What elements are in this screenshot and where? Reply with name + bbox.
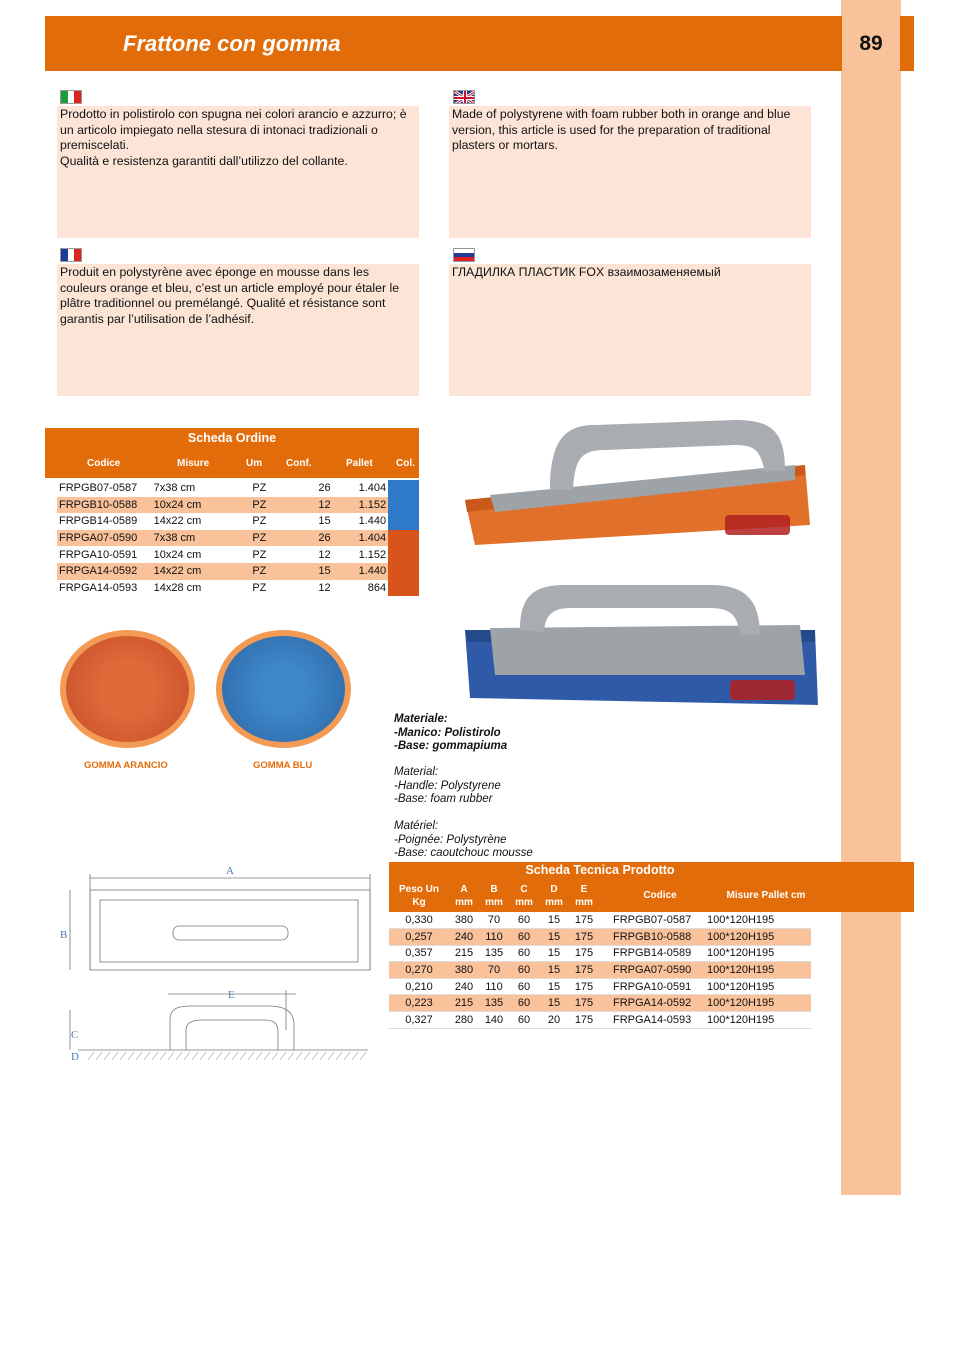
tech-cell-e: 175 xyxy=(569,945,599,962)
tech-cell-peso: 0,223 xyxy=(389,995,449,1012)
materials-fr xyxy=(394,820,533,861)
order-table xyxy=(57,480,419,596)
tech-cell-e: 175 xyxy=(569,1012,599,1029)
tech-cell-a: 240 xyxy=(449,929,479,946)
tech-cell-peso: 0,330 xyxy=(389,912,449,929)
description-it: Prodotto in polistirolo con spugna nei colori arancio e azzurro; è un articolo impiegato nella stesura di intonaci tradizionali o premiscelati. Qualità e resistenza garantiti dall’utilizzo del collante. xyxy=(57,106,419,238)
col-header-peso-label: Peso Un xyxy=(398,884,439,895)
tech-row xyxy=(389,978,811,995)
tech-cell-b: 70 xyxy=(479,912,509,929)
order-cell-size: 10x24 cm xyxy=(152,497,251,514)
tech-cell-code: FRPGB14-0589 xyxy=(599,945,693,962)
tech-cell-d: 15 xyxy=(539,978,569,995)
color-swatch-cell xyxy=(388,546,419,563)
color-swatch-cell xyxy=(388,513,419,530)
order-cell-conf: 26 xyxy=(318,482,331,495)
tech-row xyxy=(389,912,811,929)
tech-cell-pallet: 100*120H195 xyxy=(693,929,811,946)
tech-cell-c: 60 xyxy=(509,995,539,1012)
order-row xyxy=(57,530,419,547)
tech-cell-pallet: 100*120H195 xyxy=(693,962,811,979)
color-swatch-cell xyxy=(388,563,419,580)
col-header-a xyxy=(450,883,478,909)
tech-cell-d: 15 xyxy=(539,962,569,979)
tech-row xyxy=(389,1012,811,1029)
order-cell-um: PZ xyxy=(252,581,267,594)
tech-row xyxy=(389,962,811,979)
order-cell-size: 14x22 cm xyxy=(152,563,251,580)
order-cell-code: FRPGA14-0592 xyxy=(57,563,152,580)
col-header-peso xyxy=(396,883,442,909)
tech-cell-b: 110 xyxy=(479,929,509,946)
tech-cell-c: 60 xyxy=(509,978,539,995)
tech-cell-peso: 0,357 xyxy=(389,945,449,962)
tech-cell-b: 110 xyxy=(479,978,509,995)
tech-cell-d: 20 xyxy=(539,1012,569,1029)
order-cell-pallet: 864 xyxy=(367,581,387,594)
order-cell-pallet: 1.152 xyxy=(333,497,389,514)
col-header-d-label: D xyxy=(550,884,558,895)
order-cell-conf: 12 xyxy=(318,581,331,594)
order-cell-code: FRPGA14-0593 xyxy=(59,581,138,594)
dim-label-e: E xyxy=(228,989,235,1001)
materials-en-base: -Base: foam rubber xyxy=(394,793,493,805)
order-cell-code: FRPGA10-0591 xyxy=(59,548,138,561)
tech-cell-e: 175 xyxy=(569,912,599,929)
tech-row xyxy=(389,929,811,946)
order-cell-size: 7x38 cm xyxy=(153,482,196,495)
description-en: Made of polystyrene with foam rubber both in orange and blue version, this article is used for the preparation of traditional plasters or mortars. xyxy=(449,106,811,238)
order-cell-um: PZ xyxy=(252,482,267,495)
order-cell-size: 7x38 cm xyxy=(152,530,251,547)
page-number: 89 xyxy=(842,16,900,71)
description-ru: ГЛАДИЛКА ПЛАСТИК FOX взаимозаменяемый xyxy=(449,264,811,396)
description-fr: Produit en polystyrène avec éponge en mousse dans les couleurs orange et bleu, c’est un article employé pour étaler le plâtre traditionnel ou premélangé. Qualité et résistance sont garantis par l’utilisation de l’adhésif. xyxy=(57,264,419,396)
materials-it xyxy=(394,713,507,754)
tech-cell-code: FRPGA07-0590 xyxy=(599,962,693,979)
tech-cell-pallet: 100*120H195 xyxy=(693,978,811,995)
materials-en-title: Material: xyxy=(394,766,439,778)
col-header-b-unit: mm xyxy=(485,897,503,908)
order-row xyxy=(57,563,419,580)
col-header-col: Col. xyxy=(396,458,415,469)
col-header-misure-pallet: Misure Pallet cm xyxy=(726,890,806,901)
tech-cell-d: 15 xyxy=(539,912,569,929)
order-row xyxy=(57,480,419,497)
tech-cell-d: 15 xyxy=(539,945,569,962)
tech-cell-e: 175 xyxy=(569,962,599,979)
order-cell-um: PZ xyxy=(252,515,267,528)
tech-cell-code: FRPGB10-0588 xyxy=(599,929,693,946)
tech-cell-a: 240 xyxy=(449,978,479,995)
tech-cell-a: 380 xyxy=(449,962,479,979)
color-swatch-cell xyxy=(388,497,419,514)
tech-cell-code: FRPGA14-0592 xyxy=(599,995,693,1012)
tech-row xyxy=(389,945,811,962)
tech-cell-b: 140 xyxy=(479,1012,509,1029)
orange-rubber-texture xyxy=(66,636,189,742)
color-swatch-cell xyxy=(388,580,419,597)
order-cell-pallet: 1.152 xyxy=(358,548,387,561)
tech-cell-c: 60 xyxy=(509,1012,539,1029)
tech-cell-e: 175 xyxy=(569,995,599,1012)
tech-cell-peso: 0,210 xyxy=(389,978,449,995)
col-header-b xyxy=(480,883,508,909)
materials-fr-handle: -Poignée: Polystyrène xyxy=(394,833,507,846)
tech-table-title: Scheda Tecnica Prodotto xyxy=(525,863,675,877)
tech-cell-peso: 0,327 xyxy=(389,1012,449,1029)
materials-it-title: Materiale: xyxy=(394,713,448,725)
order-row xyxy=(57,580,419,597)
col-header-tech-codice: Codice xyxy=(643,890,677,901)
tech-cell-a: 280 xyxy=(449,1012,479,1029)
tech-cell-b: 135 xyxy=(479,995,509,1012)
tech-cell-c: 60 xyxy=(509,912,539,929)
col-header-codice: Codice xyxy=(87,458,121,469)
col-header-um: Um xyxy=(246,458,263,469)
col-header-conf: Conf. xyxy=(286,458,312,469)
materials-fr-title: Matériel: xyxy=(394,820,439,832)
col-header-e xyxy=(570,883,598,909)
tech-cell-pallet: 100*120H195 xyxy=(693,995,811,1012)
tech-cell-a: 215 xyxy=(449,945,479,962)
col-header-c-label: C xyxy=(520,884,528,895)
col-header-b-label: B xyxy=(490,884,498,895)
order-cell-conf: 15 xyxy=(318,515,331,528)
order-cell-conf: 12 xyxy=(291,497,332,514)
col-header-pallet: Pallet xyxy=(346,458,373,469)
uk-flag-icon xyxy=(453,90,475,104)
france-flag-icon xyxy=(60,248,82,262)
tech-cell-peso: 0,257 xyxy=(389,929,449,946)
page-title: Frattone con gomma xyxy=(123,31,341,56)
order-cell-pallet: 1.440 xyxy=(333,563,389,580)
order-cell-code: FRPGB10-0588 xyxy=(57,497,152,514)
materials-en-handle: -Handle: Polystyrene xyxy=(394,779,501,792)
color-swatch-cell xyxy=(388,530,419,547)
materials-fr-base: -Base: caoutchouc mousse xyxy=(394,847,533,859)
tech-cell-a: 215 xyxy=(449,995,479,1012)
tech-cell-a: 380 xyxy=(449,912,479,929)
right-sidebar xyxy=(841,0,901,1195)
order-cell-code: FRPGA07-0590 xyxy=(57,530,152,547)
col-header-misure: Misure xyxy=(177,458,210,469)
tech-cell-code: FRPGA14-0593 xyxy=(599,1012,693,1029)
tech-cell-e: 175 xyxy=(569,978,599,995)
tech-cell-d: 15 xyxy=(539,929,569,946)
col-header-a-label: A xyxy=(460,884,468,895)
col-header-c xyxy=(510,883,538,909)
order-cell-size: 14x22 cm xyxy=(153,515,202,528)
technical-drawing xyxy=(58,860,373,1065)
color-swatch-cell xyxy=(388,480,419,497)
order-table-title: Scheda Ordine xyxy=(187,431,277,445)
order-cell-um: PZ xyxy=(252,548,267,561)
tech-cell-code: FRPGB07-0587 xyxy=(599,912,693,929)
col-header-d-unit: mm xyxy=(545,897,563,908)
order-row xyxy=(57,497,419,514)
tech-cell-pallet: 100*120H195 xyxy=(693,945,811,962)
blue-trowel-image xyxy=(460,580,820,710)
materials-it-base: -Base: gommapiuma xyxy=(394,740,508,752)
col-header-e-unit: mm xyxy=(575,897,593,908)
orange-trowel-image xyxy=(455,420,815,545)
order-cell-code: FRPGB07-0587 xyxy=(59,482,138,495)
dim-label-c: C xyxy=(71,1029,79,1041)
order-cell-um: PZ xyxy=(250,497,291,514)
order-cell-um: PZ xyxy=(250,563,291,580)
order-cell-conf: 12 xyxy=(318,548,331,561)
order-cell-pallet: 1.404 xyxy=(333,530,389,547)
orange-swatch-label: GOMMA ARANCIO xyxy=(84,760,168,771)
tech-table xyxy=(389,912,811,1029)
col-header-d xyxy=(540,883,568,909)
tech-cell-code: FRPGA10-0591 xyxy=(599,978,693,995)
order-cell-conf: 15 xyxy=(291,563,332,580)
materials-it-handle: -Manico: Polistirolo xyxy=(394,726,501,739)
col-header-peso-unit: Kg xyxy=(412,897,426,908)
order-cell-size: 14x28 cm xyxy=(153,581,202,594)
tech-cell-b: 135 xyxy=(479,945,509,962)
tech-cell-pallet: 100*120H195 xyxy=(693,1012,811,1029)
order-cell-code: FRPGB14-0589 xyxy=(59,515,138,528)
tech-cell-c: 60 xyxy=(509,929,539,946)
order-row xyxy=(57,513,419,530)
order-cell-um: PZ xyxy=(250,530,291,547)
order-cell-size: 10x24 cm xyxy=(153,548,202,561)
order-cell-conf: 26 xyxy=(291,530,332,547)
russia-flag-icon xyxy=(453,248,475,262)
tech-cell-b: 70 xyxy=(479,962,509,979)
order-cell-pallet: 1.404 xyxy=(358,482,387,495)
col-header-c-unit: mm xyxy=(515,897,533,908)
tech-cell-c: 60 xyxy=(509,962,539,979)
dim-label-a: A xyxy=(226,865,234,877)
dim-label-b: B xyxy=(60,929,68,941)
tech-cell-c: 60 xyxy=(509,945,539,962)
tech-cell-e: 175 xyxy=(569,929,599,946)
blue-rubber-texture xyxy=(222,636,345,742)
col-header-a-unit: mm xyxy=(455,897,473,908)
italy-flag-icon xyxy=(60,90,82,104)
tech-cell-d: 15 xyxy=(539,995,569,1012)
tech-cell-peso: 0,270 xyxy=(389,962,449,979)
tech-row xyxy=(389,995,811,1012)
blue-swatch-label: GOMMA BLU xyxy=(253,760,313,771)
order-cell-pallet: 1.440 xyxy=(358,515,387,528)
order-row xyxy=(57,546,419,563)
tech-cell-pallet: 100*120H195 xyxy=(693,912,811,929)
materials-en xyxy=(394,766,501,807)
col-header-e-label: E xyxy=(580,884,588,895)
dim-label-d: D xyxy=(71,1051,79,1063)
